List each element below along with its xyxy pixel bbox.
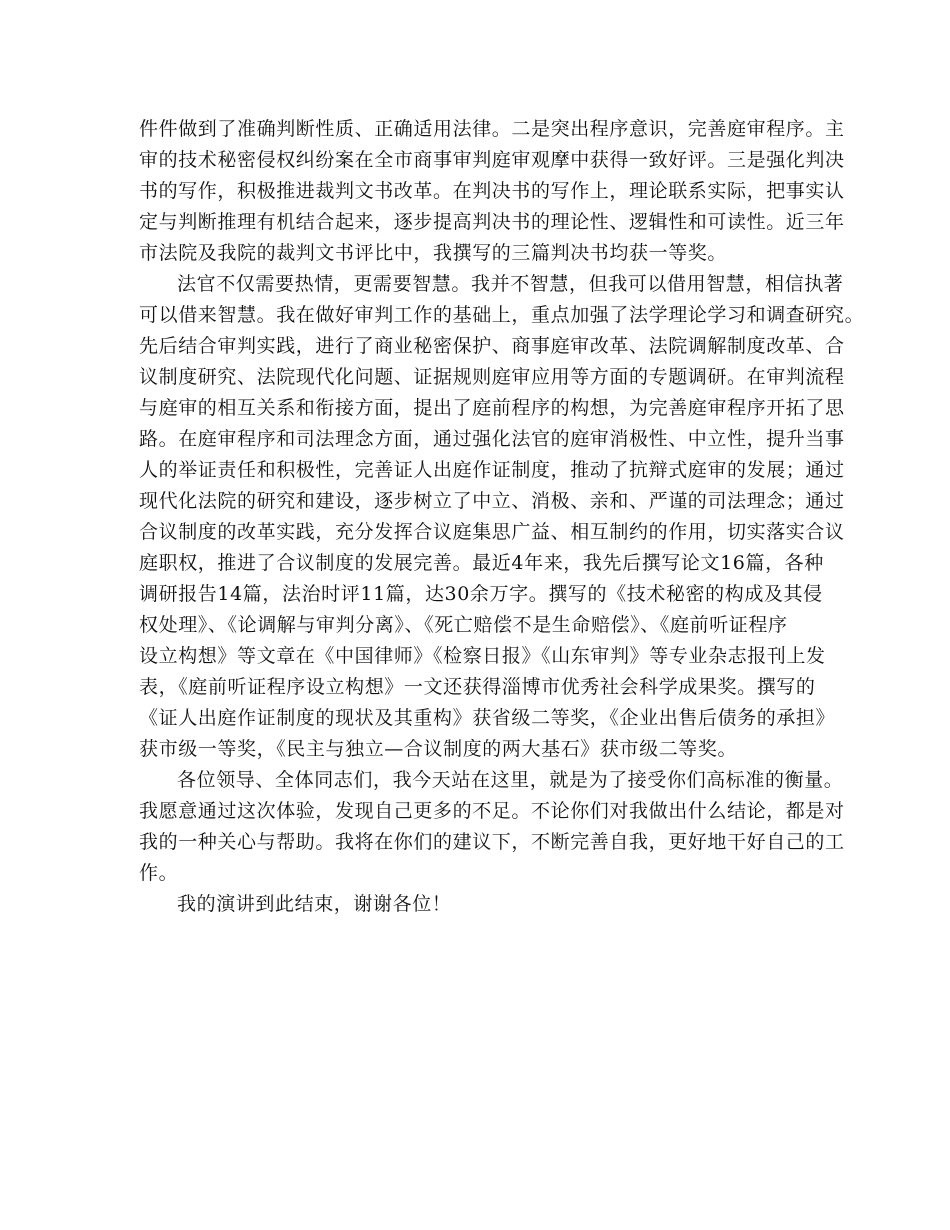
document-body <box>139 114 865 920</box>
text-line: 获市级一等奖，《民主与独立—合议制度的两大基石》获市级二等奖。 <box>139 738 738 760</box>
text-line: 议制度研究、法院现代化问题、证据规则庭审应用等方面的专题调研。在审判流程 <box>139 366 845 388</box>
text-line: 表，《庭前听证程序设立构想》一文还获得淄博市优秀社会科学成果奖。撰写的 <box>139 676 816 698</box>
text-line: 件件做到了准确判断性质、正确适用法律。二是突出程序意识，完善庭审程序。主 <box>139 118 845 140</box>
text-line: 调研报告14篇，法治时评11篇，达30余万字。撰写的《技术秘密的构成及其侵 <box>139 583 823 605</box>
text-line: 我的演讲到此结束，谢谢各位！ <box>177 893 452 915</box>
text-line: 庭职权，推进了合议制度的发展完善。最近4年来，我先后撰写论文16篇，各种 <box>139 552 824 574</box>
text-line: 审的技术秘密侵权纠纷案在全市商事审判庭审观摩中获得一致好评。三是强化判决 <box>139 149 845 171</box>
text-line: 与庭审的相互关系和衔接方面，提出了庭前程序的构想，为完善庭审程序开拓了思 <box>139 397 845 419</box>
text-line: 设立构想》等文章在《中国律师》《检察日报》《山东审判》等专业杂志报刊上发 <box>139 645 826 667</box>
text-line: 可以借来智慧。我在做好审判工作的基础上，重点加强了法学理论学习和调查研究。 <box>139 304 865 326</box>
text-line: 作。 <box>139 862 179 884</box>
text-line: 现代化法院的研究和建设，逐步树立了中立、消极、亲和、严谨的司法理念；通过 <box>139 490 845 512</box>
text-line: 权处理》、《论调解与审判分离》、《死亡赔偿不是生命赔偿》、《庭前听证程序 <box>139 614 788 636</box>
text-line: 我愿意通过这次体验，发现自己更多的不足。不论你们对我做出什么结论，都是对 <box>139 800 845 822</box>
text-line: 市法院及我院的裁判文书评比中，我撰写的三篇判决书均获一等奖。 <box>139 242 728 264</box>
text-line: 定与判断推理有机结合起来，逐步提高判决书的理论性、逻辑性和可读性。近三年 <box>139 211 845 233</box>
text-line: 各位领导、全体同志们，我今天站在这里，就是为了接受你们高标准的衡量。 <box>177 769 844 791</box>
text-line: 我的一种关心与帮助。我将在你们的建议下，不断完善自我，更好地干好自己的工 <box>139 831 845 853</box>
text-line: 书的写作，积极推进裁判文书改革。在判决书的写作上，理论联系实际，把事实认 <box>139 180 845 202</box>
text-line: 合议制度的改革实践，充分发挥合议庭集思广益、相互制约的作用，切实落实合议 <box>139 521 845 543</box>
text-line: 先后结合审判实践，进行了商业秘密保护、商事庭审改革、法院调解制度改革、合 <box>139 335 845 357</box>
text-line: 人的举证责任和积极性，完善证人出庭作证制度，推动了抗辩式庭审的发展；通过 <box>139 459 845 481</box>
text-line: 法官不仅需要热情，更需要智慧。我并不智慧，但我可以借用智慧，相信执著 <box>177 273 844 295</box>
text-line: 《证人出庭作证制度的现状及其重构》获省级二等奖，《企业出售后债务的承担》 <box>139 707 836 729</box>
text-line: 路。在庭审程序和司法理念方面，通过强化法官的庭审消极性、中立性，提升当事 <box>139 428 845 450</box>
